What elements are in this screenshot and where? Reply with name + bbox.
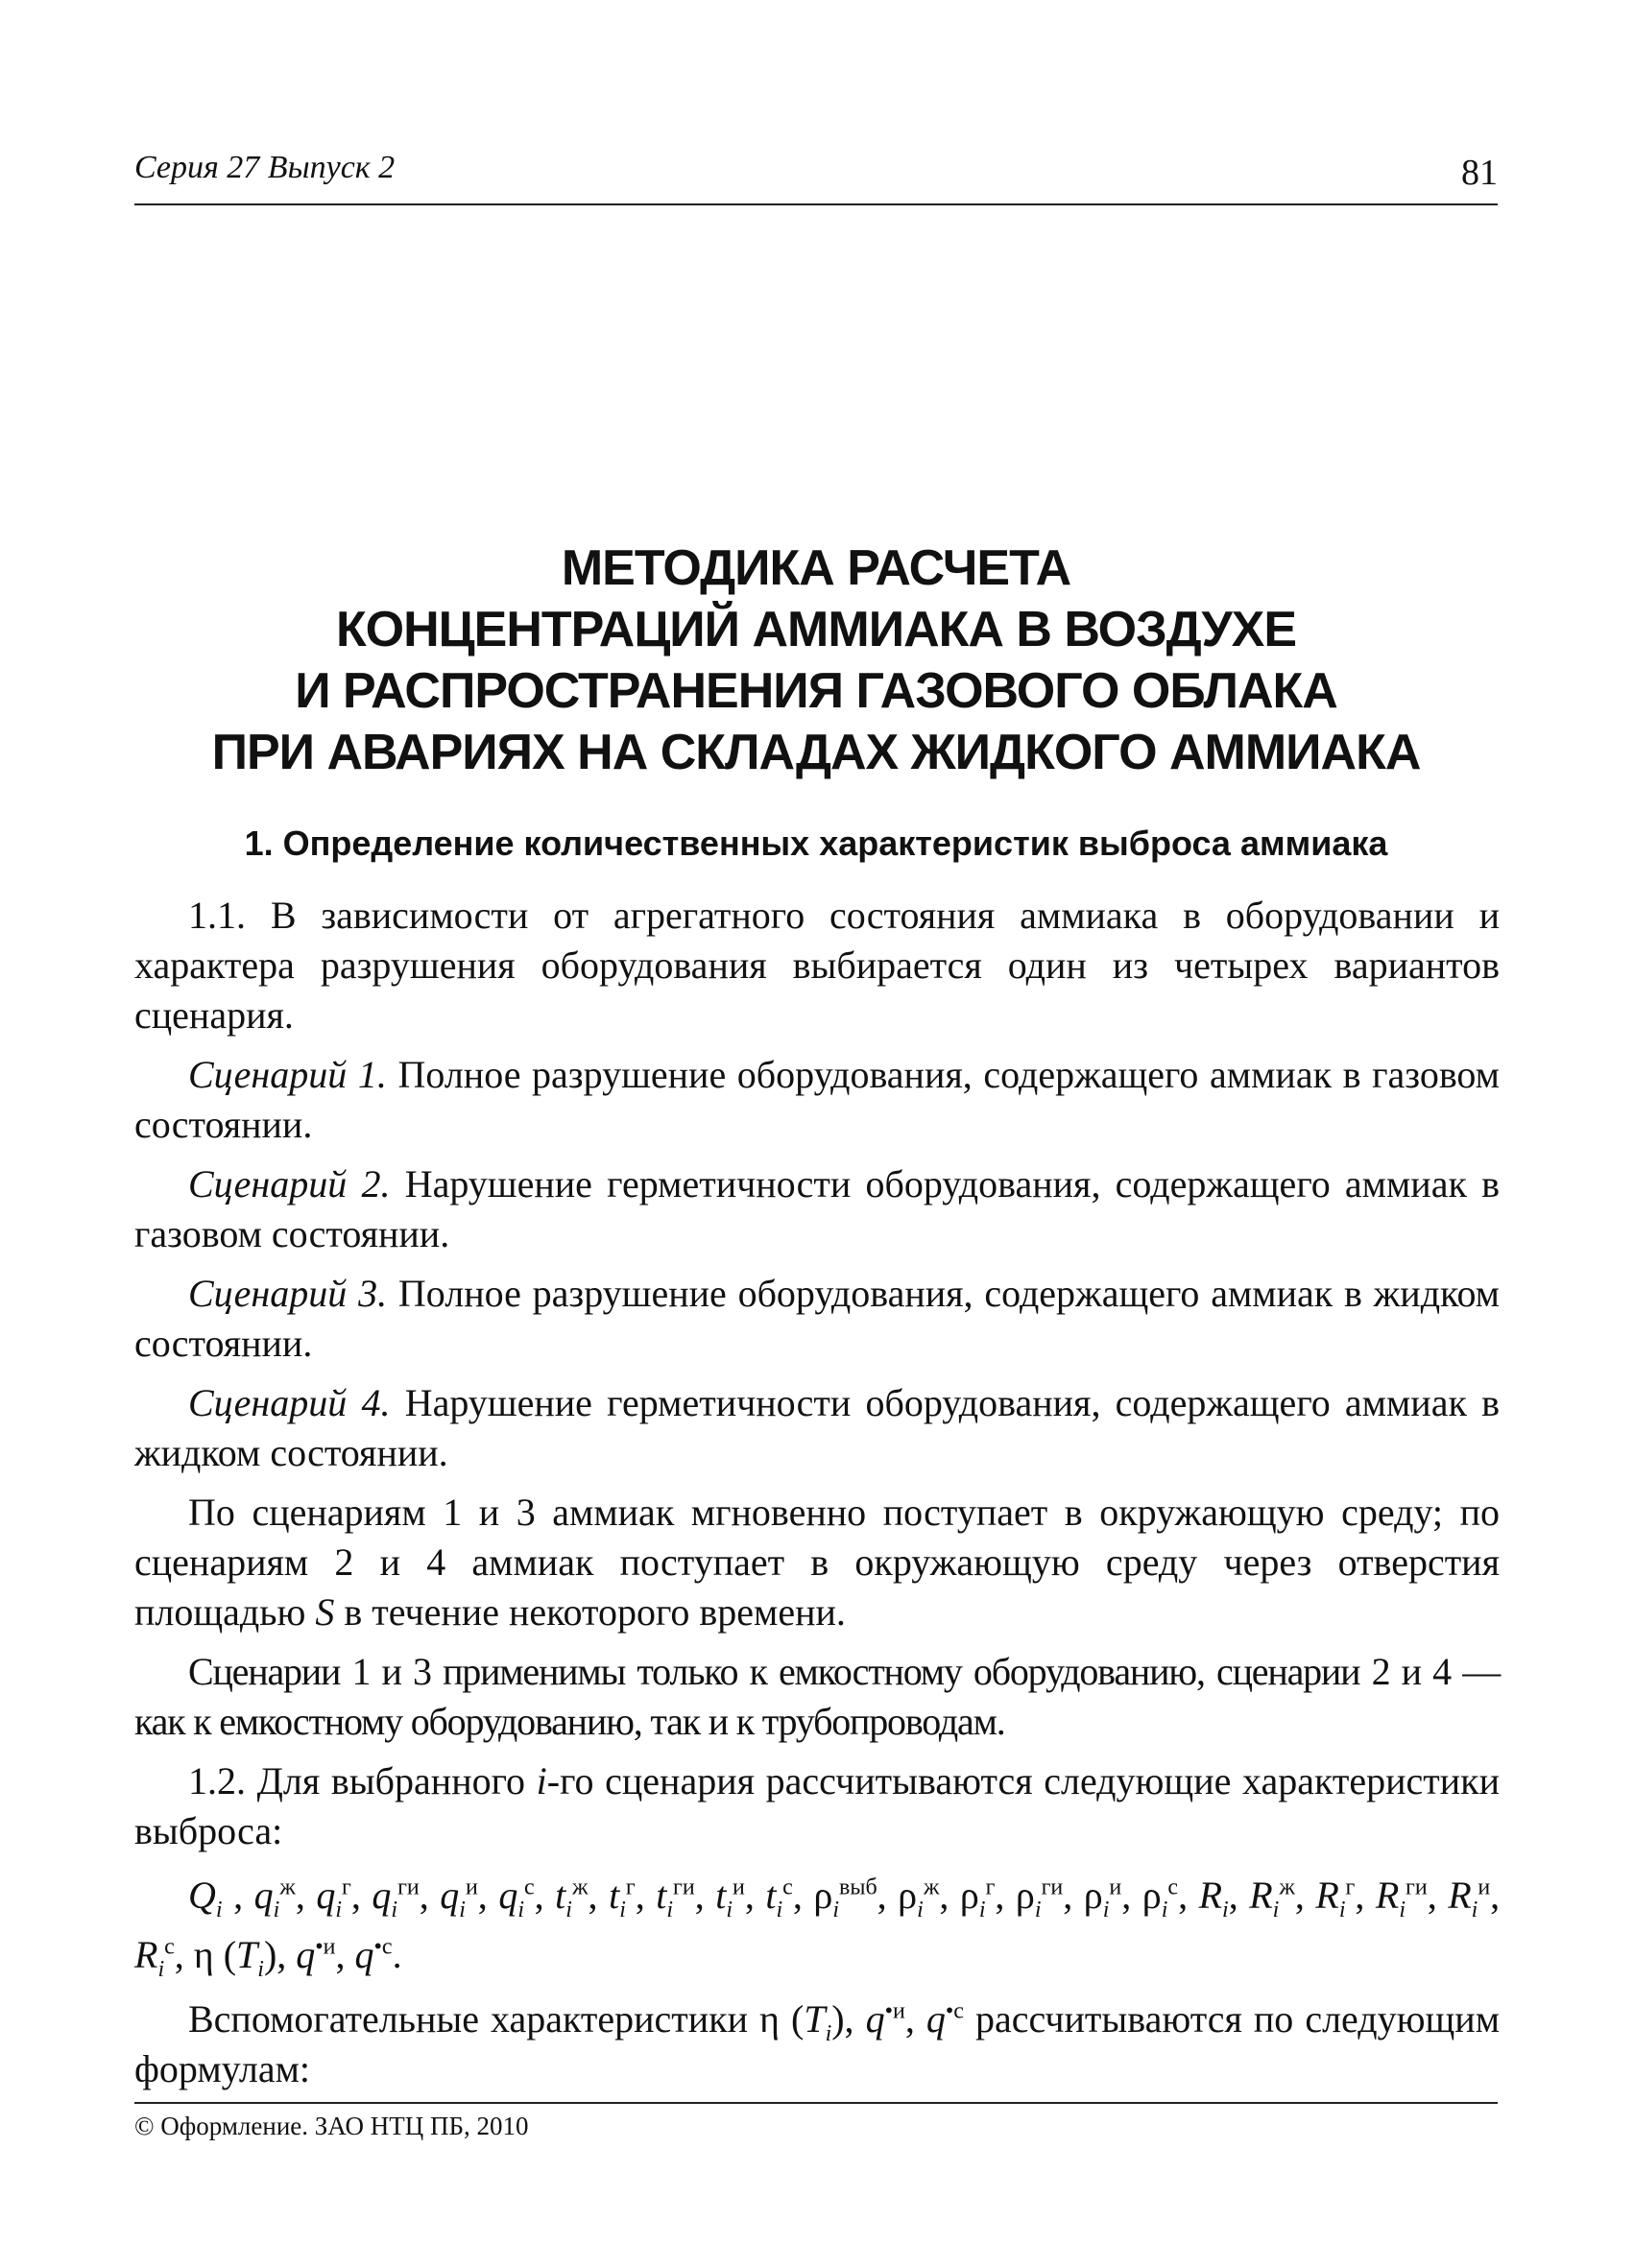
sub: i [157, 1957, 165, 1982]
sym: q [316, 1874, 336, 1917]
sup: и [465, 1874, 478, 1900]
paragraph-1-1: 1.1. В зависимости от агрегатного состояния аммиака в оборудовании и характера разрушения оборудования выбирается один из четырех вариантов сценария. [134, 894, 1500, 1037]
sub: i [335, 1898, 343, 1922]
sub: i [273, 1898, 280, 1922]
paragraph-scenarios-flow [134, 1488, 1500, 1637]
sub: i [215, 1898, 223, 1922]
paragraph-applicability: Сценарии 1 и 3 применимы только к емкостному оборудованию, сценарии 2 и 4 — как к емкостному оборудованию, так и к трубопроводам. [134, 1650, 1500, 1743]
sub: i [1222, 1898, 1229, 1922]
symbol-S: S [315, 1590, 335, 1634]
sub: i [917, 1898, 924, 1922]
sup: ги [1041, 1874, 1064, 1900]
sup: с [953, 1998, 964, 2024]
sym: ρ [959, 1874, 979, 1917]
sym: t [555, 1874, 566, 1917]
sup: ги [1406, 1874, 1428, 1900]
sub: i [1338, 1898, 1346, 1922]
sup: ги [397, 1874, 420, 1900]
sup: г [1345, 1874, 1356, 1900]
sup: с [164, 1934, 175, 1960]
sup: г [985, 1874, 996, 1900]
sym: ρ [1015, 1874, 1035, 1917]
title-line: МЕТОДИКА РАСЧЕТА [561, 540, 1071, 596]
scenario-text: Полное разрушение оборудования, содержащего аммиак в газовом состоянии. [134, 1053, 1500, 1146]
sub: i [776, 1898, 783, 1922]
sym: q [372, 1874, 392, 1917]
title-line: ПРИ АВАРИЯХ НА СКЛАДАХ ЖИДКОГО АММИАКА [211, 725, 1421, 780]
running-header [134, 144, 1498, 205]
sym: t [656, 1874, 667, 1917]
section-heading: 1. Определение количественных характеристик выброса аммиака [244, 824, 1388, 863]
sup: ж [571, 1874, 589, 1900]
scenario-2 [134, 1159, 1500, 1259]
sub: i [459, 1898, 466, 1922]
sym: q [253, 1874, 274, 1917]
characteristics-formula: $Q_i$ , $q_i^ж$, $q_i^г$, $q_i^{ги}$, $q_i^и$, $q_i^с$, $t_i^ж$, $t_i^г$, $t_i^{ги}$, $t_i^и$, $t_i^с$, $\rho_i^{выб}$, $\rho_i^ж$, $\rho_i^г$, $\rho_i^{ги}$, $\rho_i^и$, $\rho_i^с$, $R_i$, $R_i^ж$, $R_i^г$, $R_i^{ги}$, $R_i^и$, $R_i^с$, η $(T_i)$, $q^{•и}$, $q^{•с}$. [134, 1874, 1501, 1982]
sub: i [825, 2021, 832, 2046]
sup: г [625, 1874, 636, 1900]
text-run: По сценариям 1 и 3 аммиак мгновенно поступает в окружающую среду; по сценариям 2 и 4 аммиак поступает в окружающую среду через отверстия площадью [134, 1491, 1500, 1634]
sym: ρ [1141, 1874, 1162, 1917]
sub: i [1471, 1898, 1478, 1922]
sym-q-dot: q [354, 1933, 374, 1976]
scenario-label: Сценарий 3. [188, 1272, 388, 1315]
sub: i [619, 1898, 626, 1922]
sup: с [381, 1934, 393, 1960]
sym: q [440, 1874, 460, 1917]
sym: R [134, 1933, 158, 1976]
scenario-3 [134, 1269, 1500, 1369]
scenario-1 [134, 1050, 1500, 1150]
sup: ги [673, 1874, 695, 1900]
sup: ж [1279, 1874, 1295, 1900]
sub: i [517, 1898, 524, 1922]
scenario-text: Нарушение герметичности оборудования, содержащего аммиак в газовом состоянии. [134, 1162, 1500, 1255]
paragraph-auxiliary: Вспомогательные характеристики η $(T_i)$, $q^{•и}$, $q^{•с}$ рассчитываются по следующим формулам: [134, 1997, 1501, 2090]
text-run: -го сценария рассчитываются следующие характеристики выброса: [134, 1759, 1501, 1852]
sup: ж [923, 1874, 940, 1900]
scenario-label: Сценарий 2. [188, 1162, 391, 1206]
sup: г [342, 1874, 351, 1900]
sym: t [609, 1874, 620, 1917]
text-run: Вспомогательные характеристики η ( [188, 1997, 805, 2041]
sym: R [1198, 1874, 1223, 1917]
scenario-text: Нарушение герметичности оборудования, содержащего аммиак в жидком состоянии. [134, 1381, 1500, 1474]
sym: R [1315, 1874, 1339, 1917]
sup: и [733, 1874, 745, 1900]
sub: i [832, 1898, 839, 1922]
sup: с [523, 1874, 535, 1900]
sym: R [1448, 1874, 1472, 1917]
title-line: КОНЦЕНТРАЦИЙ АММИАКА В ВОЗДУХЕ [335, 602, 1297, 657]
paragraph-1-2 [134, 1756, 1500, 1856]
scenario-label: Сценарий 1. [188, 1053, 387, 1096]
sup: и [1478, 1874, 1491, 1900]
sup: с [782, 1874, 793, 1900]
sub: i [257, 1957, 264, 1982]
sub: i [978, 1898, 986, 1922]
text-run: ), [831, 1997, 866, 2041]
sym-q-dot: q [296, 1933, 316, 1976]
sup: и [1109, 1874, 1122, 1900]
scenario-text: Полное разрушение оборудования, содержащего аммиак в жидком состоянии. [134, 1272, 1500, 1365]
sup: ж [279, 1874, 296, 1900]
sym: ρ [898, 1874, 918, 1917]
sym: R [1375, 1874, 1400, 1917]
sub: i [726, 1898, 733, 1922]
page-number: 81 [1461, 153, 1498, 193]
sub: i [565, 1898, 572, 1922]
sup: выб [838, 1874, 877, 1900]
sym: t [765, 1874, 777, 1917]
text-run: 1.2. Для выбранного [188, 1759, 537, 1802]
series-label: Серия 27 Выпуск 2 [134, 150, 396, 185]
sym-q-dot: q [865, 1997, 885, 2041]
sub: i [391, 1898, 398, 1922]
copyright: © Оформление. ЗАО НТЦ ПБ, 2010 [134, 2112, 529, 2140]
sym: q [498, 1874, 518, 1917]
text-run: в течение некоторого времени. [334, 1590, 846, 1634]
scenario-4 [134, 1378, 1500, 1478]
title-line: И РАСПРОСТРАНЕНИЯ ГАЗОВОГО ОБЛАКА [295, 663, 1337, 719]
footer-rule [134, 2102, 1498, 2104]
sub: i [1102, 1898, 1110, 1922]
sub: i [1161, 1898, 1168, 1922]
sym: Q [188, 1874, 216, 1917]
sym-q-dot: q [925, 1997, 946, 2041]
body-text [134, 891, 1500, 2104]
text-run: рассчитываются по следующим формулам: [134, 1997, 1501, 2090]
sym: ρ [813, 1874, 833, 1917]
sym: η [193, 1933, 214, 1976]
sym: R [1249, 1874, 1273, 1917]
sup: и [323, 1934, 336, 1960]
sub: i [1399, 1898, 1406, 1922]
sup: с [1167, 1874, 1179, 1900]
sub: i [1034, 1898, 1042, 1922]
symbol-i: i [536, 1759, 547, 1802]
sub: i [1272, 1898, 1280, 1922]
sym: ρ [1083, 1874, 1103, 1917]
sym: T [236, 1933, 258, 1976]
sym: t [715, 1874, 727, 1917]
scenario-label: Сценарий 4. [188, 1381, 391, 1424]
document-title [134, 537, 1498, 783]
sub: i [666, 1898, 674, 1922]
sup: и [892, 1998, 905, 2024]
sym: T [804, 1997, 826, 2041]
